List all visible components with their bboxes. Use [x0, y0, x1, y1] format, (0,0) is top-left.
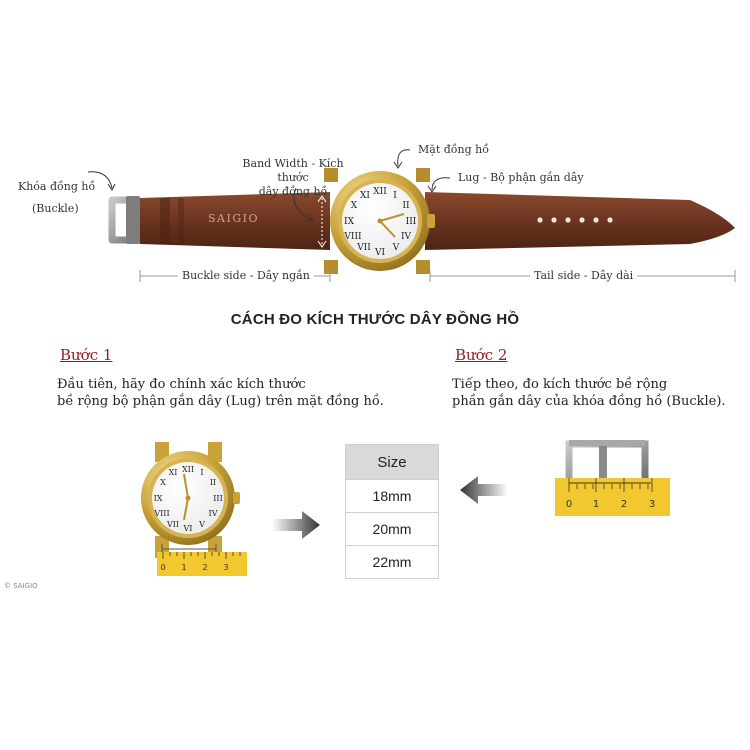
step2-title: Bước 2 [455, 346, 508, 364]
svg-text:I: I [393, 191, 397, 201]
svg-text:VI: VI [374, 248, 386, 258]
page-title: CÁCH ĐO KÍCH THƯỚC DÂY ĐỒNG HỒ [230, 311, 520, 328]
watch-diagram [0, 0, 750, 300]
buckle-label-line2: (Buckle) [32, 202, 79, 215]
size-row-22: 22mm [346, 546, 438, 579]
svg-text:IV: IV [400, 232, 412, 242]
step1-ruler [157, 552, 247, 576]
band-width-label [228, 157, 358, 199]
svg-text:VI: VI [183, 524, 193, 533]
ruler1-num-2: 2 [202, 563, 208, 572]
ruler2-num-3: 3 [648, 499, 656, 510]
tail-side-label: Tail side - Dây dài [530, 269, 637, 282]
svg-text:II: II [209, 478, 217, 487]
ruler1-num-1: 1 [181, 563, 187, 572]
size-table [345, 444, 439, 579]
band-width-line2: dây đồng hồ [258, 185, 328, 198]
svg-text:V: V [199, 520, 205, 529]
step1-title: Bước 1 [60, 346, 113, 364]
ruler1-num-0: 0 [160, 563, 166, 572]
step2-text [452, 376, 726, 410]
buckle-label-line1: Khóa đồng hồ [18, 180, 96, 193]
svg-text:XI: XI [360, 191, 370, 201]
svg-text:X: X [160, 478, 166, 487]
svg-text:II: II [402, 201, 410, 211]
step1-text [57, 376, 384, 410]
strap-brand: SAIGIO [208, 212, 259, 225]
svg-text:VII: VII [357, 243, 371, 253]
ruler2-num-1: 1 [592, 499, 600, 510]
svg-text:I: I [200, 468, 204, 477]
size-header: Size [346, 445, 438, 480]
ruler1-num-3: 3 [223, 563, 229, 572]
svg-text:X: X [350, 201, 358, 211]
ruler2-num-2: 2 [620, 499, 628, 510]
svg-text:VIII: VIII [344, 232, 362, 242]
buckle-label [18, 180, 95, 216]
step2-line2: phần gắn dây của khóa đồng hồ (Buckle). [452, 394, 726, 409]
lug-label: Lug - Bộ phận gắn dây [458, 171, 584, 184]
svg-text:IV: IV [208, 509, 218, 518]
buckle-icon [112, 196, 140, 244]
face-label: Mặt đồng hồ [418, 143, 489, 156]
svg-text:XI: XI [168, 468, 178, 477]
svg-text:III: III [213, 494, 223, 503]
step2-ruler [555, 478, 670, 516]
step1-line1: Đầu tiên, hãy đo chính xác kích thước [57, 377, 306, 392]
svg-text:IX: IX [153, 494, 163, 503]
buckle-side-label: Buckle side - Dây ngắn [178, 269, 314, 282]
arrow-right-icon [272, 511, 322, 539]
size-row-20: 20mm [346, 513, 438, 546]
ruler2-num-0: 0 [565, 499, 573, 510]
svg-text:V: V [392, 243, 400, 253]
svg-text:XII: XII [373, 187, 387, 197]
step2-line1: Tiếp theo, đo kích thước bề rộng [452, 377, 668, 392]
svg-text:III: III [405, 217, 417, 227]
arrow-left-icon [458, 476, 508, 504]
svg-text:VIII: VIII [154, 509, 170, 518]
copyright: © SAIGIO [4, 582, 38, 590]
svg-text:VII: VII [166, 520, 180, 529]
band-width-line1: Band Width - Kích thước [242, 157, 344, 184]
step1-line2: bề rộng bộ phận gắn dây (Lug) trên mặt đồng hồ. [57, 394, 384, 409]
svg-text:XII: XII [181, 465, 195, 474]
size-row-18: 18mm [346, 480, 438, 513]
svg-text:IX: IX [344, 217, 354, 227]
